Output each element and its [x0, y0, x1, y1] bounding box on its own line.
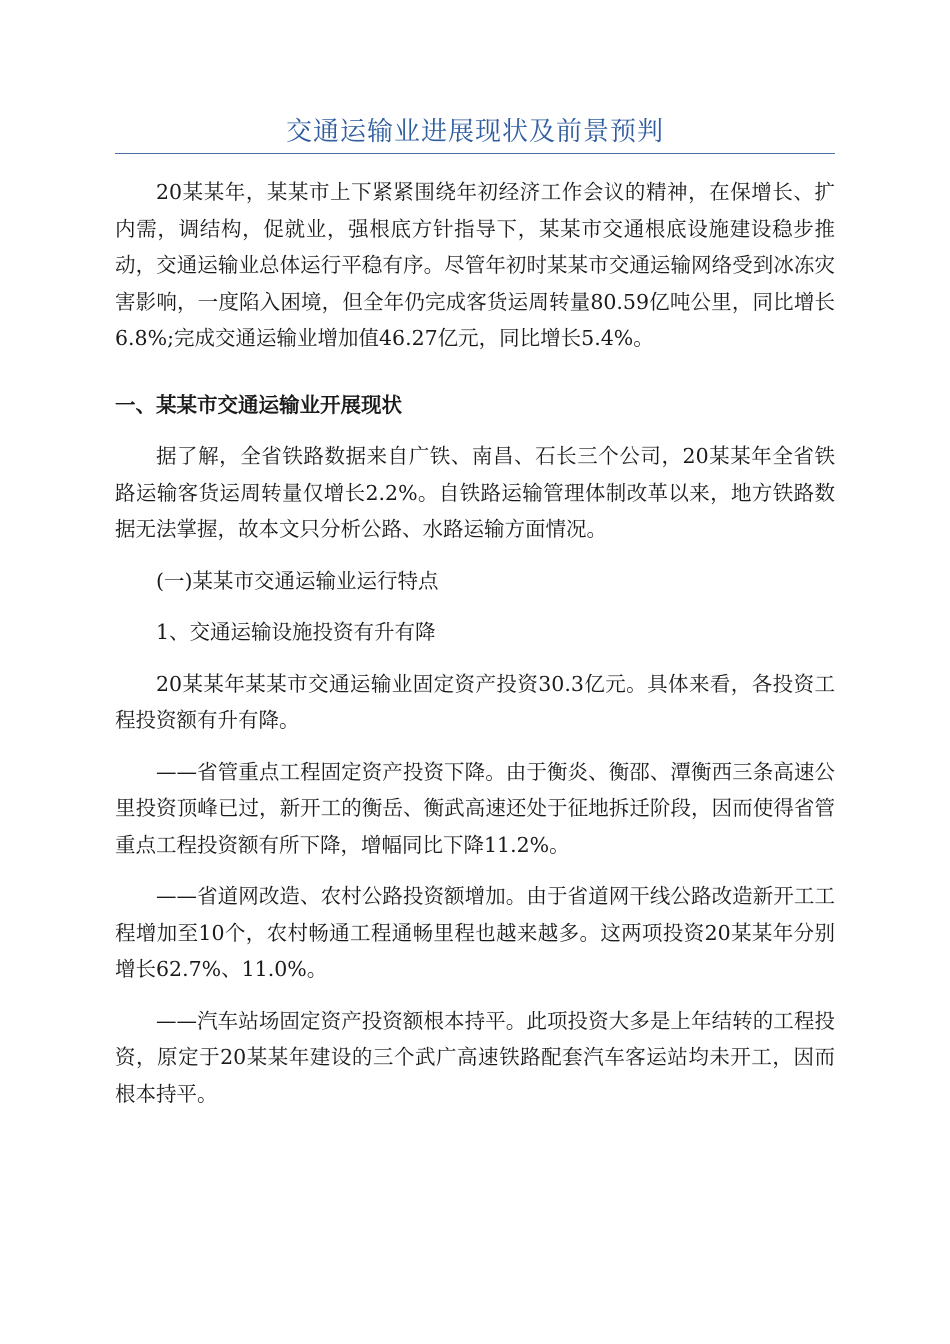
dash-paragraph-3: ——汽车站场固定资产投资额根本持平。此项投资大多是上年结转的工程投资，原定于20某某年建设的三个武广高速铁路配套汽车客运站均未开工，因而根本持平。 — [115, 1008, 835, 1106]
title-underline — [115, 153, 835, 154]
document-body — [115, 174, 835, 1112]
document-title: 交通运输业进展现状及前景预判 — [285, 117, 664, 147]
dash-paragraph-2: ——省道网改造、农村公路投资额增加。由于省道网干线公路改造新开工工程增加至10个，农村畅通工程通畅里程也越来越多。这两项投资20某某年分别增长62.7%、11.0%。 — [115, 884, 835, 981]
item-heading-1: 1、交通运输设施投资有升有降 — [156, 620, 436, 644]
item-paragraph-investment: 20某某年某某市交通运输业固定资产投资30.3亿元。具体来看，各投资工程投资额有升有降。 — [115, 671, 835, 732]
dash-paragraph-1: ——省管重点工程固定资产投资下降。由于衡炎、衡邵、潭衡西三条高速公里投资顶峰已过，新开工的衡岳、衡武高速还处于征地拆迁阶段，因而使得省管重点工程投资额有所下降，增幅同比下降11.2%。 — [115, 759, 835, 857]
section-heading-1: 一、某某市交通运输业开展现状 — [115, 392, 402, 417]
intro-paragraph: 20某某年，某某市上下紧紧围绕年初经济工作会议的精神，在保增长、扩内需，调结构，促就业，强根底方针指导下，某某市交通根底设施建设稳步推动，交通运输业总体运行平稳有序。尽管年初时某某市交通运输网络受到冰冻灾害影响，一度陷入困境，但全年仍完成客货运周转量80.59亿吨公里，同比增长6.8%;完成交通运输业增加值46.27亿元，同比增长5.4%。 — [115, 180, 835, 350]
section-paragraph-railway: 据了解，全省铁路数据来自广铁、南昌、石长三个公司，20某某年全省铁路运输客货运周转量仅增长2.2%。自铁路运输管理体制改革以来，地方铁路数据无法掌握，故本文只分析公路、水路运输方面情况。 — [115, 444, 835, 541]
subsection-heading-1: (一)某某市交通运输业运行特点 — [156, 568, 439, 593]
